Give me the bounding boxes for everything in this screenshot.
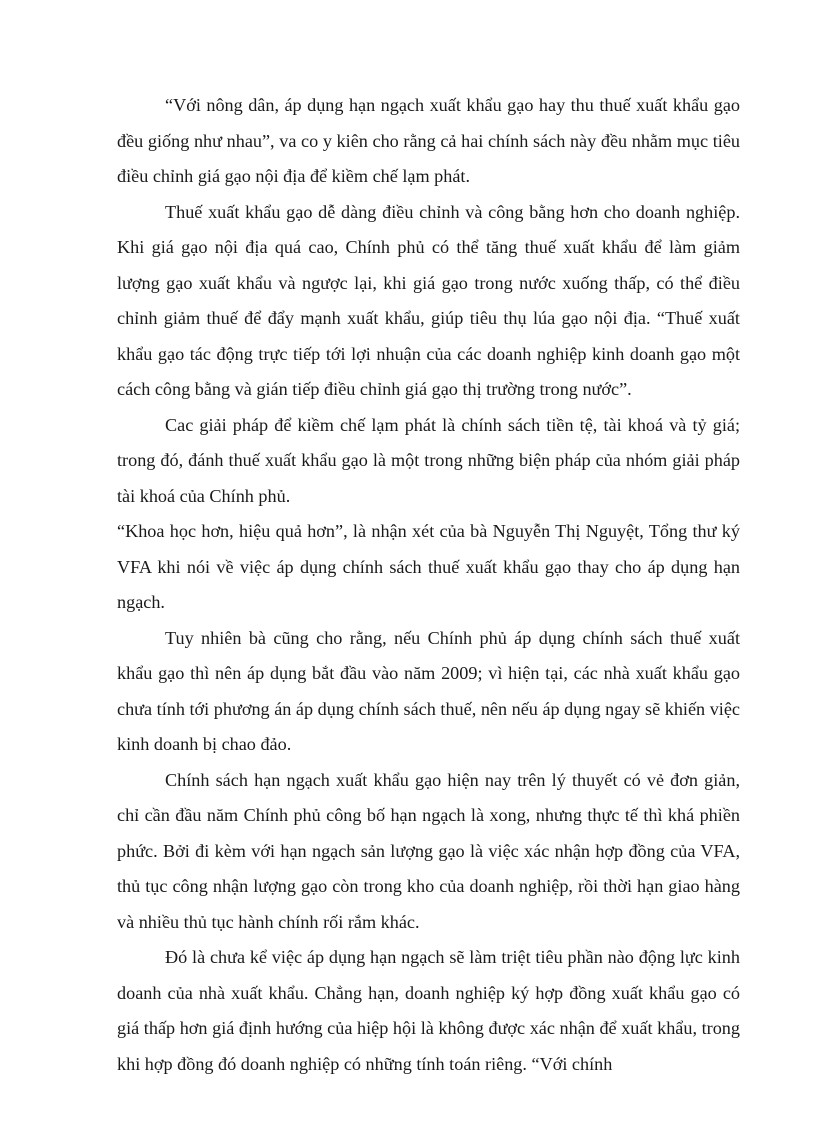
paragraph-3: Cac giải pháp để kiềm chế lạm phát là chính sách tiền tệ, tài khoá và tỷ giá; trong đó, đánh thuế xuất khẩu gạo là một trong những biện pháp của nhóm giải pháp tài khoá của Chính phủ. (117, 414, 740, 506)
paragraph-5: Tuy nhiên bà cũng cho rằng, nếu Chính phủ áp dụng chính sách thuế xuất khẩu gạo thì nên áp dụng bắt đầu vào năm 2009; vì hiện tại, các nhà xuất khẩu gạo chưa tính tới phương án áp dụng chính sách thuế, nên nếu áp dụng ngay sẽ khiến việc kinh doanh bị chao đảo. (117, 627, 740, 754)
paragraph-7: Đó là chưa kể việc áp dụng hạn ngạch sẽ làm triệt tiêu phần nào động lực kinh doanh của nhà xuất khẩu. Chẳng hạn, doanh nghiệp ký hợp đồng xuất khẩu gạo có giá thấp hơn giá định hướng của hiệp hội là không được xác nhận để xuất khẩu, trong khi hợp đồng đó doanh nghiệp có những tính toán riêng. “Với chính (117, 947, 740, 1074)
document-body (117, 88, 740, 1082)
paragraph-6: Chính sách hạn ngạch xuất khẩu gạo hiện nay trên lý thuyết có vẻ đơn giản, chỉ cần đầu năm Chính phủ công bố hạn ngạch là xong, nhưng thực tế thì khá phiền phức. Bởi đi kèm với hạn ngạch sản lượng gạo là việc xác nhận hợp đồng của VFA, thủ tục công nhận lượng gạo còn trong kho của doanh nghiệp, rồi thời hạn giao hàng và nhiều thủ tục hành chính rối rắm khác. (117, 769, 740, 932)
paragraph-4: “Khoa học hơn, hiệu quả hơn”, là nhận xét của bà Nguyễn Thị Nguyệt, Tổng thư ký VFA khi nói về việc áp dụng chính sách thuế xuất khẩu gạo thay cho áp dụng hạn ngạch. (117, 521, 740, 612)
paragraph-1: “Với nông dân, áp dụng hạn ngạch xuất khẩu gạo hay thu thuế xuất khẩu gạo đều giống như nhau”, va co y kiên cho rằng cả hai chính sách này đều nhằm mục tiêu điều chỉnh giá gạo nội địa để kiềm chế lạm phát. (117, 95, 740, 186)
paragraph-2: Thuế xuất khẩu gạo dễ dàng điều chỉnh và công bằng hơn cho doanh nghiệp. Khi giá gạo nội địa quá cao, Chính phủ có thể tăng thuế xuất khẩu để làm giảm lượng gạo xuất khẩu và ngược lại, khi giá gạo trong nước xuống thấp, có thể điều chỉnh giảm thuế để đẩy mạnh xuất khẩu, giúp tiêu thụ lúa gạo nội địa. “Thuế xuất khẩu gạo tác động trực tiếp tới lợi nhuận của các doanh nghiệp kinh doanh gạo một cách công bằng và gián tiếp điều chỉnh giá gạo thị trường trong nước”. (117, 201, 740, 399)
